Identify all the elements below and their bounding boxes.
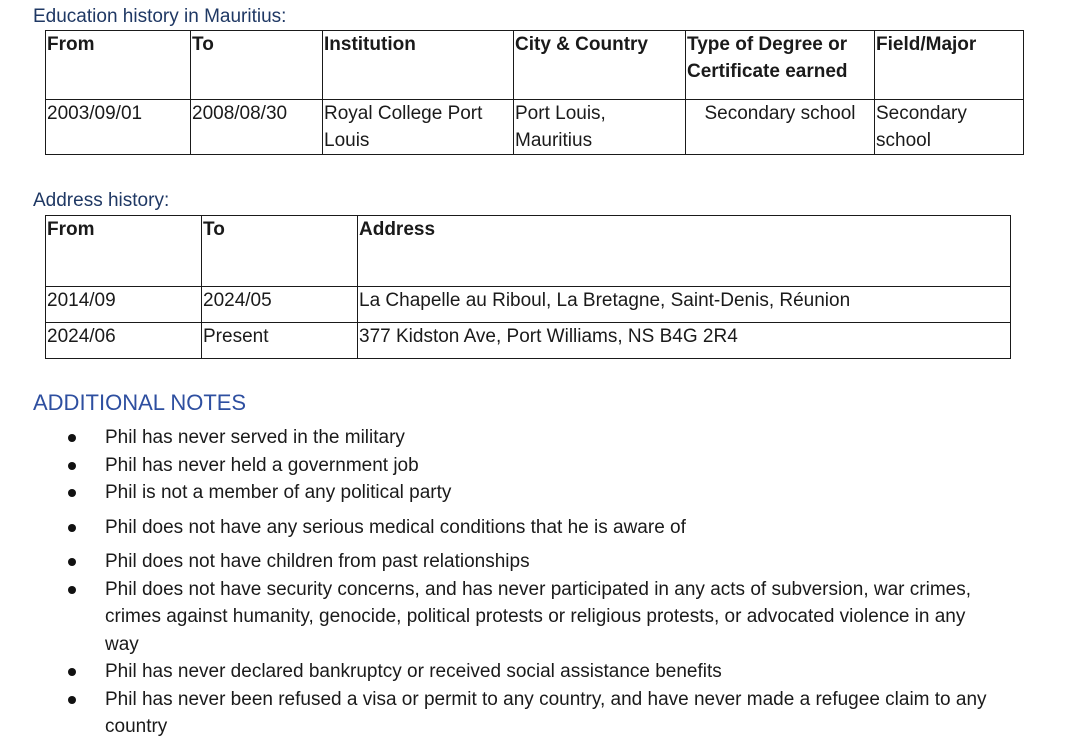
education-header-to: To [191, 31, 323, 100]
note-text: Phil has never been refused a visa or permit to any country, and have never made a refugee claim to any country [105, 688, 987, 737]
note-text: Phil has never declared bankruptcy or received social assistance benefits [105, 661, 722, 682]
education-header-row [46, 31, 1024, 100]
list-item [0, 548, 1072, 576]
list-item [0, 576, 1072, 659]
education-table [45, 30, 1024, 155]
additional-notes-title: ADDITIONAL NOTES [33, 390, 247, 415]
bullet-icon [68, 524, 76, 532]
bullet-icon [68, 462, 76, 470]
list-item [0, 514, 1072, 542]
note-text: Phil does not have children from past relationships [105, 551, 530, 572]
address-cell-to: 2024/05 [202, 287, 358, 323]
bullet-icon [68, 489, 76, 497]
address-cell-from: 2014/09 [46, 287, 202, 323]
address-table [45, 215, 1011, 359]
note-text: Phil has never served in the military [105, 427, 405, 448]
education-cell-field-major: Secondary school [875, 100, 1024, 155]
bullet-icon [68, 586, 76, 594]
education-header-from: From [46, 31, 191, 100]
education-header-city-country: City & Country [514, 31, 686, 100]
list-item [0, 658, 1072, 686]
education-header-degree-type: Type of Degree or Certificate earned [686, 31, 875, 100]
address-header-from: From [46, 216, 202, 287]
address-cell-address: 377 Kidston Ave, Port Williams, NS B4G 2R4 [358, 323, 1011, 359]
note-text: Phil is not a member of any political party [105, 482, 452, 503]
table-row [46, 323, 1011, 359]
list-item [0, 452, 1072, 480]
education-cell-city-country: Port Louis, Mauritius [514, 100, 686, 155]
additional-notes-list [0, 424, 1072, 741]
note-text: Phil has never held a government job [105, 454, 419, 476]
address-cell-address: La Chapelle au Riboul, La Bretagne, Saint-Denis, Réunion [358, 287, 1011, 323]
note-text: Phil does not have security concerns, and has never participated in any acts of subversion, war crimes, crimes against humanity, genocide, political protests or religious protests, or advocated violence in any way [105, 578, 971, 655]
address-cell-to: Present [202, 323, 358, 359]
address-header-row [46, 216, 1011, 287]
list-item [0, 479, 1072, 507]
education-cell-degree-type: Secondary school [686, 100, 875, 155]
list-item [0, 424, 1072, 452]
education-cell-from: 2003/09/01 [46, 100, 191, 155]
education-header-field-major: Field/Major [875, 31, 1024, 100]
note-text: Phil does not have any serious medical conditions that he is aware of [105, 516, 686, 538]
address-header-address: Address [358, 216, 1011, 287]
education-header-institution: Institution [323, 31, 514, 100]
education-cell-to: 2008/08/30 [191, 100, 323, 155]
table-row [46, 287, 1011, 323]
education-cell-institution: Royal College Port Louis [323, 100, 514, 155]
list-item [0, 686, 1072, 741]
bullet-icon [68, 434, 76, 442]
table-row [46, 100, 1024, 155]
bullet-icon [68, 696, 76, 704]
address-header-to: To [202, 216, 358, 287]
address-heading: Address history: [33, 190, 170, 211]
address-cell-from: 2024/06 [46, 323, 202, 359]
education-heading: Education history in Mauritius: [33, 6, 287, 27]
bullet-icon [68, 668, 76, 676]
bullet-icon [68, 558, 76, 566]
